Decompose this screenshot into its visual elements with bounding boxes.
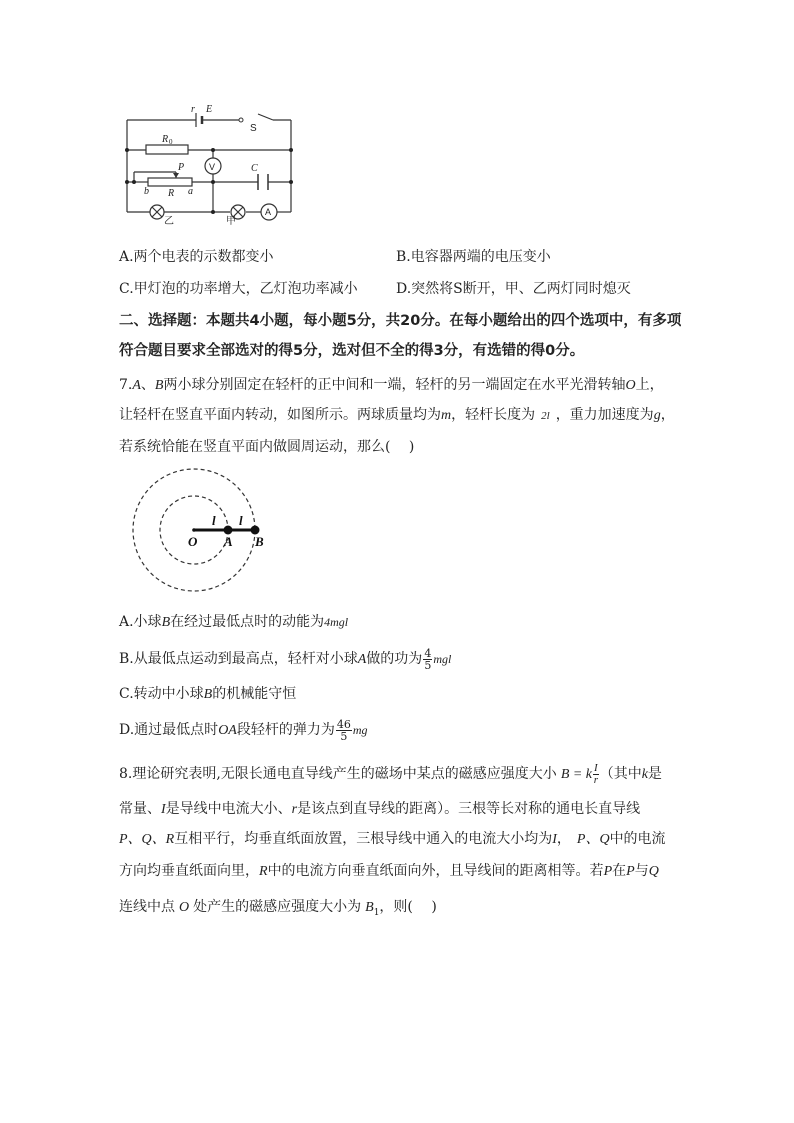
label-S: S: [250, 123, 257, 134]
fig-label-A: A: [224, 534, 233, 549]
q6-option-c: C.甲灯泡的功率增大，乙灯泡功率减小: [119, 281, 358, 297]
q7-option-a: A.小球B在经过最低点时的动能为4mgl: [119, 614, 349, 630]
label-R0-sub: 0: [169, 138, 173, 146]
label-b: b: [144, 186, 149, 197]
section2-heading-line2: 符合题目要求全部选对的得5分，选对但不全的得3分，有选错的得0分。: [119, 343, 585, 359]
q7-figure: [125, 462, 265, 597]
q8-stem-line1: 8.理论研究表明,无限长通电直导线产生的磁场中某点的磁感应强度大小 B = k $\frac{I}{r}$ （其中k是: [119, 761, 662, 786]
label-yi: 乙: [164, 216, 174, 225]
fig-label-l2: l: [239, 513, 243, 528]
label-r: r: [191, 104, 195, 115]
q7-option-b: B.从最低点运动到最高点，轻杆对小球A做的功为 $\frac{4}{5}$ mgl: [119, 646, 452, 672]
label-C: C: [251, 163, 258, 174]
q7-option-d: D.通过最低点时OA段轻杆的弹力为 $\frac{46}{5}$ mg: [119, 717, 368, 743]
label-R0: R: [162, 134, 169, 145]
q7-option-c: C.转动中小球B的机械能守恒: [119, 686, 297, 702]
label-E: E: [206, 104, 213, 115]
label-jia: 甲: [226, 216, 236, 225]
fig-label-l1: l: [212, 513, 216, 528]
q7-stem-line2: 让轻杆在竖直平面内转动，如图所示。两球质量均为m，轻杆长度为 2l ，重力加速度为g，: [119, 407, 675, 423]
q8-stem-line3: P、Q、R互相平行，均垂直纸面放置，三根导线中通入的电流大小均为I， P、Q中的电流: [119, 831, 666, 847]
fig-label-O: O: [188, 534, 198, 549]
label-P: P: [178, 162, 185, 173]
label-a: a: [188, 186, 193, 197]
q6-option-a: A.两个电表的示数都变小: [119, 249, 274, 265]
q7-stem-line1: 7.A、B两小球分别固定在轻杆的正中间和一端，轻杆的另一端固定在水平光滑转轴O上，: [119, 377, 664, 393]
fig-label-B: B: [255, 534, 264, 549]
label-A-meter: A: [265, 207, 272, 217]
label-R: R: [168, 188, 175, 199]
q6-option-b: B.电容器两端的电压变小: [396, 249, 551, 265]
q8-stem-line5: 连线中点 O 处产生的磁感应强度大小为 $B_1$，则( ): [119, 899, 437, 918]
label-V: V: [209, 162, 216, 172]
q7-stem-line3: 若系统恰能在竖直平面内做圆周运动，那么( ): [119, 439, 415, 455]
q6-option-d: D.突然将S断开，甲、乙两灯同时熄灭: [396, 281, 631, 297]
section2-heading-line1: 二、选择题：本题共4小题，每小题5分，共20分。在每小题给出的四个选项中，有多项: [119, 313, 682, 329]
circuit-diagram: [118, 100, 303, 225]
q8-stem-line2: 常量、I是导线中电流大小、r是该点到直导线的距离）。三根等长对称的通电长直导线: [119, 801, 641, 817]
q8-stem-line4: 方向均垂直纸面向里，R中的电流方向垂直纸面向外，且导线间的距离相等。若P在P与Q: [119, 863, 659, 879]
